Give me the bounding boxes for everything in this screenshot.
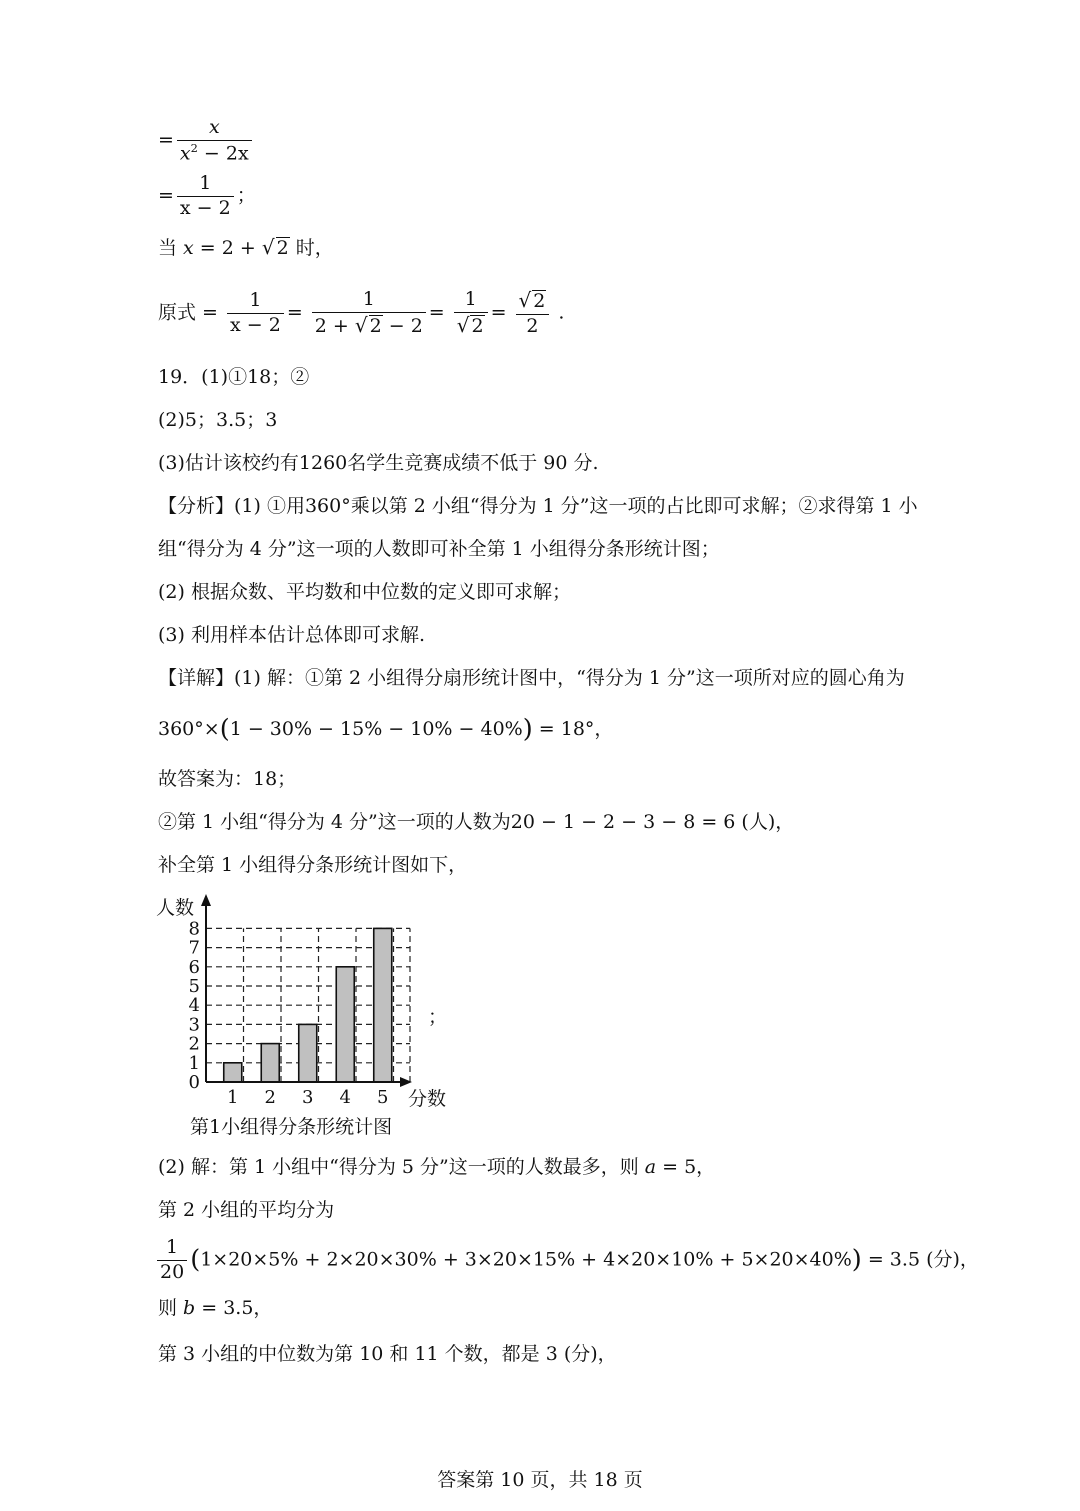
detail-angle-formula: 360°×(1 − 30% − 15% − 10% − 40%) = 18°， bbox=[158, 714, 614, 744]
fraction: $\frac{√ 2}{2}$ bbox=[516, 288, 550, 339]
detail-line-4: ②第 1 小组“得分为 4 分”这一项的人数为20 − 1 − 2 − 3 − 8 = 6 (人)， bbox=[158, 811, 795, 833]
analysis-line-2: 组“得分为 4 分”这一项的人数即可补全第 1 小组得分条形统计图； bbox=[158, 538, 720, 560]
q19-answer-3: (3)估计该校约有1260名学生竞赛成绩不低于 90 分. bbox=[158, 452, 599, 474]
analysis-line-3: (2) 根据众数、平均数和中位数的定义即可求解； bbox=[158, 581, 571, 603]
y-tick-label: 5 bbox=[188, 976, 200, 997]
y-tick-label: 6 bbox=[188, 956, 200, 978]
after-chart-semicolon: ； bbox=[428, 1006, 448, 1028]
y-axis-label: 人数 bbox=[156, 897, 195, 919]
fraction: $\frac{1}{2 + √ 2 - 2}$ bbox=[312, 288, 426, 339]
detail-line-3: 故答案为：18； bbox=[158, 768, 297, 790]
y-tick-label: 4 bbox=[188, 995, 200, 1017]
y-axis-arrow bbox=[201, 894, 211, 906]
q19-answer-1: 19．(1)①18；② bbox=[158, 366, 310, 388]
part2-line-4: 则 b = 3.5， bbox=[158, 1297, 273, 1319]
fraction: $\frac{x}{x^2 - 2x}$ bbox=[177, 116, 252, 166]
q19-answer-2: (2)5；3.5；3 bbox=[158, 409, 278, 431]
fraction: $\frac{1}{20}$ bbox=[157, 1236, 187, 1285]
bar-4 bbox=[336, 967, 354, 1082]
x-tick-label: 4 bbox=[339, 1087, 351, 1108]
detail-line-1: 【详解】(1) 解：①第 2 小组得分扇形统计图中，“得分为 1 分”这一项所对应的圆心角为 bbox=[158, 667, 905, 689]
fraction: $\frac{1}{x - 2}$ bbox=[227, 289, 284, 338]
analysis-line-1: 【分析】(1) ①用360°乘以第 2 小组“得分为 1 分”这一项的占比即可求解；②求得第 1 小 bbox=[158, 495, 918, 517]
original-expression-line: 原式 = $\frac{1}{x - 2}$ = $\frac{1}{2 + √ 2 - 2}$ = $\frac{1}{√ 2}$ = $\frac{√ 2}{2}$ . bbox=[158, 288, 565, 337]
chart-title: 第1小组得分条形统计图 bbox=[190, 1116, 393, 1138]
fraction: $\frac{1}{x - 2}$ bbox=[177, 172, 234, 221]
part2-line-5: 第 3 小组的中位数为第 10 和 11 个数，都是 3 (分)， bbox=[158, 1343, 617, 1365]
bar-2 bbox=[261, 1044, 279, 1082]
analysis-line-4: (3) 利用样本估计总体即可求解. bbox=[158, 624, 425, 646]
y-tick-label: 7 bbox=[188, 937, 200, 959]
x-tick-label: 1 bbox=[227, 1087, 239, 1108]
step-one-over-x-minus-two: = $\frac{1}{x - 2}$ ； bbox=[158, 172, 256, 219]
part2-mean-formula: $\frac{1}{20}$ (1×20×5% + 2×20×30% + 3×20×15% + 4×20×10% + 5×20×40%) = 3.5 (分)， bbox=[154, 1236, 979, 1285]
y-tick-label: 1 bbox=[188, 1052, 200, 1074]
bar-5 bbox=[374, 928, 392, 1082]
bar-chart bbox=[150, 888, 470, 1138]
y-tick-label: 0 bbox=[188, 1072, 200, 1093]
y-tick-label: 8 bbox=[188, 918, 200, 940]
step-x-over-x2: = $\frac{x}{x^2 - 2x}$ bbox=[158, 116, 255, 166]
y-tick-label: 2 bbox=[188, 1033, 200, 1055]
x-axis-label: 分数 bbox=[408, 1088, 447, 1110]
when-line: 当 x = 2 + √ 2 时， bbox=[158, 235, 334, 259]
fraction: $\frac{1}{√ 2}$ bbox=[454, 288, 488, 339]
y-tick-label: 3 bbox=[188, 1014, 200, 1036]
part2-line-2: 第 2 小组的平均分为 bbox=[158, 1199, 335, 1221]
bar-1 bbox=[224, 1063, 242, 1082]
detail-line-5: 补全第 1 小组得分条形统计图如下， bbox=[158, 854, 468, 876]
x-tick-label: 2 bbox=[264, 1087, 276, 1108]
bar-3 bbox=[299, 1024, 317, 1082]
part2-line-1: (2) 解：第 1 小组中“得分为 5 分”这一项的人数最多，则 a = 5， bbox=[158, 1156, 716, 1178]
page-footer: 答案第 10 页，共 18 页 bbox=[437, 1469, 643, 1491]
x-tick-label: 5 bbox=[377, 1087, 389, 1108]
x-tick-label: 3 bbox=[302, 1087, 314, 1108]
